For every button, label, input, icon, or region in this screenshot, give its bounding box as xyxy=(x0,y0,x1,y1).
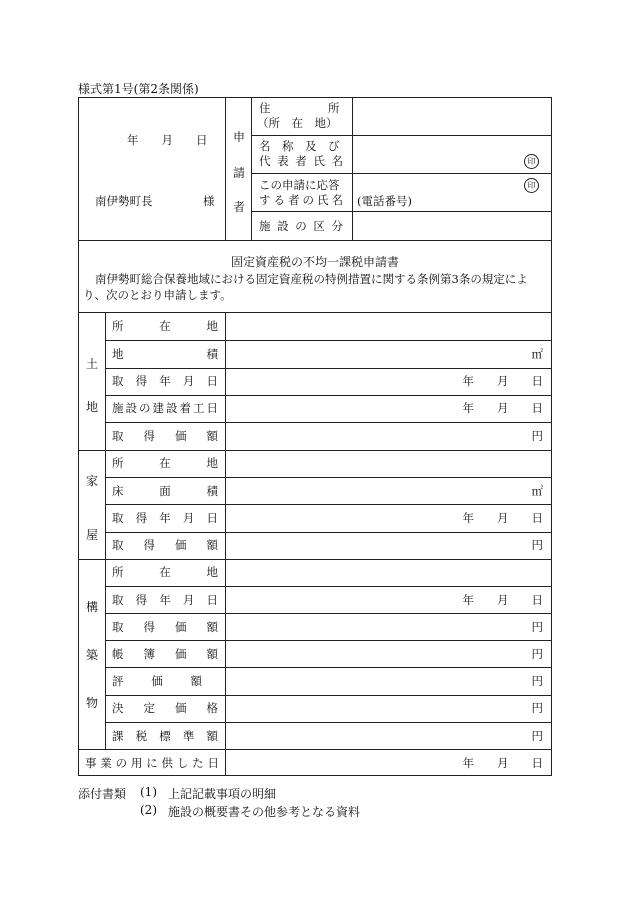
seal-mark: 印 xyxy=(524,154,539,169)
determined-price-label: 決定価格 xyxy=(112,701,218,715)
applicant-char-2: 請 xyxy=(232,166,245,180)
land-acquisition-date-label: 取得年月日 xyxy=(112,374,218,388)
structure-acquisition-price-label: 取得価額 xyxy=(112,620,218,634)
structure-acquisition-date-value: 年 月 日 xyxy=(462,593,543,607)
building-char-1: 家 xyxy=(85,474,98,488)
building-char-2: 屋 xyxy=(85,528,98,542)
building-acquisition-date-value: 年 月 日 xyxy=(462,511,543,525)
assessed-value-label: 評価額 xyxy=(112,674,202,688)
attachments-title: 添付書類 xyxy=(78,787,127,801)
structure-char-3: 物 xyxy=(85,696,98,710)
address-label-2: （所 在 地） xyxy=(257,116,338,130)
structure-acquisition-price-unit: 円 xyxy=(531,620,543,634)
attachment-number: (1) xyxy=(140,785,157,799)
attachment-text: 上記記載事項の明細 xyxy=(168,787,277,801)
application-form xyxy=(78,97,552,776)
tax-base-amount-label: 課税標準額 xyxy=(112,729,218,743)
construction-start-date-value: 年 月 日 xyxy=(462,401,543,415)
book-value-unit: 円 xyxy=(531,647,543,661)
building-location-label: 所在地 xyxy=(112,456,218,470)
building-acquisition-date-label: 取得年月日 xyxy=(112,511,218,525)
honorific: 様 xyxy=(203,194,215,208)
document-title: 固定資産税の不均一課税申請書 xyxy=(230,255,399,269)
contact-label-1: この申請に応答 xyxy=(259,178,340,192)
name-label-1: 名 称 及 び xyxy=(259,139,340,153)
tax-base-amount-unit: 円 xyxy=(531,729,543,743)
building-acquisition-price-label: 取得価額 xyxy=(112,538,218,552)
structure-char-1: 構 xyxy=(85,600,98,614)
structure-location-label: 所在地 xyxy=(112,565,218,579)
seal-mark: 印 xyxy=(524,178,539,193)
land-acquisition-date-value: 年 月 日 xyxy=(462,374,543,388)
land-area-unit: ㎡ xyxy=(531,347,543,361)
floor-area-unit: ㎡ xyxy=(531,484,543,498)
construction-start-date-label: 施設の建設着工日 xyxy=(112,401,218,415)
attachment-number: (2) xyxy=(140,803,157,817)
name-label-2: 代表者氏名 xyxy=(259,154,343,168)
land-char-1: 土 xyxy=(85,357,98,371)
attachment-text: 施設の概要書その他参考となる資料 xyxy=(168,805,361,819)
building-acquisition-price-unit: 円 xyxy=(531,538,543,552)
contact-label-2: する者の氏名 xyxy=(259,193,343,207)
applicant-char-3: 者 xyxy=(232,200,245,214)
land-acquisition-price-unit: 円 xyxy=(531,429,543,443)
business-use-date-value: 年 月 日 xyxy=(462,756,543,770)
form-id: 様式第1号(第2条関係) xyxy=(78,82,199,96)
structure-char-2: 築 xyxy=(85,648,98,662)
phone-number-label: (電話番号) xyxy=(357,194,412,208)
addressee: 南伊勢町長 xyxy=(95,194,153,208)
floor-area-label: 床面積 xyxy=(112,484,218,498)
assessed-value-unit: 円 xyxy=(531,674,543,688)
facility-type-label: 施設の区分 xyxy=(259,219,343,233)
land-char-2: 地 xyxy=(85,400,98,414)
application-statement: 南伊勢町総合保養地域における固定資産税の特例措置に関する条例第3条の規定により、次のとおり申請します。 xyxy=(83,272,528,302)
applicant-char-1: 申 xyxy=(232,130,245,144)
structure-acquisition-date-label: 取得年月日 xyxy=(112,593,218,607)
land-acquisition-price-label: 取得価額 xyxy=(112,429,218,443)
land-location-label: 所在地 xyxy=(112,319,218,333)
book-value-label: 帳簿価額 xyxy=(112,647,218,661)
application-date: 年 月 日 xyxy=(127,133,208,147)
land-area-label: 地積 xyxy=(112,347,218,361)
determined-price-unit: 円 xyxy=(531,701,543,715)
address-label-1: 住 所 xyxy=(259,101,340,115)
business-use-date-label: 事業の用に供した日 xyxy=(85,756,219,770)
